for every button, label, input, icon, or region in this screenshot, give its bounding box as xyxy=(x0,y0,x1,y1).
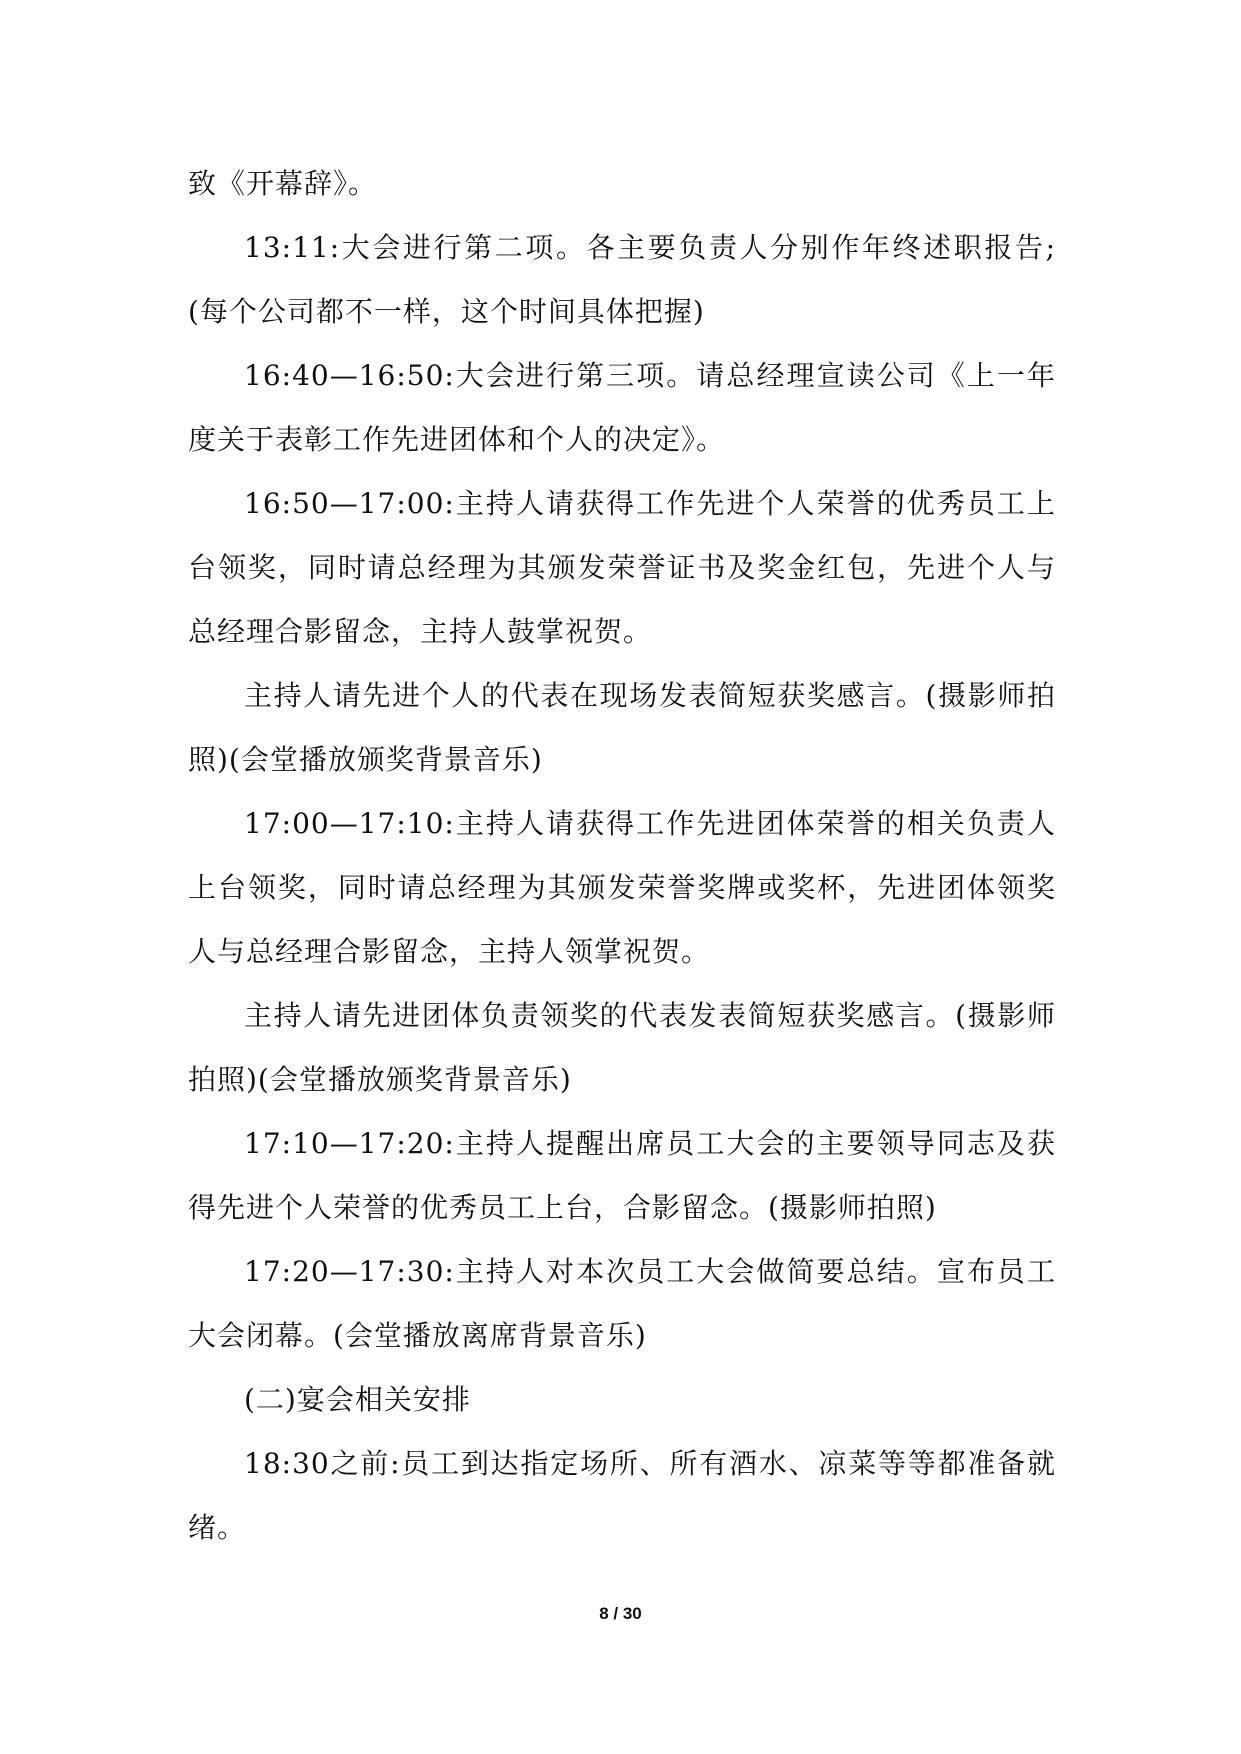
document-body xyxy=(188,152,1056,1560)
paragraph-continuation: 致《开幕辞》。 xyxy=(188,167,378,200)
paragraph: 16:50—17:00:主持人请获得工作先进个人荣誉的优秀员工上台领奖，同时请总经理为其颁发荣誉证书及奖金红包，先进个人与总经理合影留念，主持人鼓掌祝贺。 xyxy=(188,487,1056,648)
paragraph: 主持人请先进团体负责领奖的代表发表简短获奖感言。(摄影师拍照)(会堂播放颁奖背景音乐) xyxy=(188,999,1056,1096)
paragraph: 17:10—17:20:主持人提醒出席员工大会的主要领导同志及获得先进个人荣誉的优秀员工上台，合影留念。(摄影师拍照) xyxy=(188,1127,1056,1224)
section-heading: (二)宴会相关安排 xyxy=(244,1383,471,1416)
paragraph: 17:20—17:30:主持人对本次员工大会做简要总结。宣布员工大会闭幕。(会堂播放离席背景音乐) xyxy=(188,1255,1056,1352)
paragraph: 18:30之前:员工到达指定场所、所有酒水、凉菜等等都准备就绪。 xyxy=(188,1447,1056,1544)
paragraph: 主持人请先进个人的代表在现场发表简短获奖感言。(摄影师拍照)(会堂播放颁奖背景音乐) xyxy=(188,679,1056,776)
paragraph: 16:40—16:50:大会进行第三项。请总经理宣读公司《上一年度关于表彰工作先进团体和个人的决定》。 xyxy=(188,359,1056,456)
paragraph: 17:00—17:10:主持人请获得工作先进团体荣誉的相关负责人上台领奖，同时请总经理为其颁发荣誉奖牌或奖杯，先进团体领奖人与总经理合影留念，主持人领掌祝贺。 xyxy=(188,807,1056,968)
paragraph: 13:11:大会进行第二项。各主要负责人分别作年终述职报告;(每个公司都不一样，这个时间具体把握) xyxy=(188,231,1056,328)
page-number: 8 / 30 xyxy=(599,1604,642,1623)
